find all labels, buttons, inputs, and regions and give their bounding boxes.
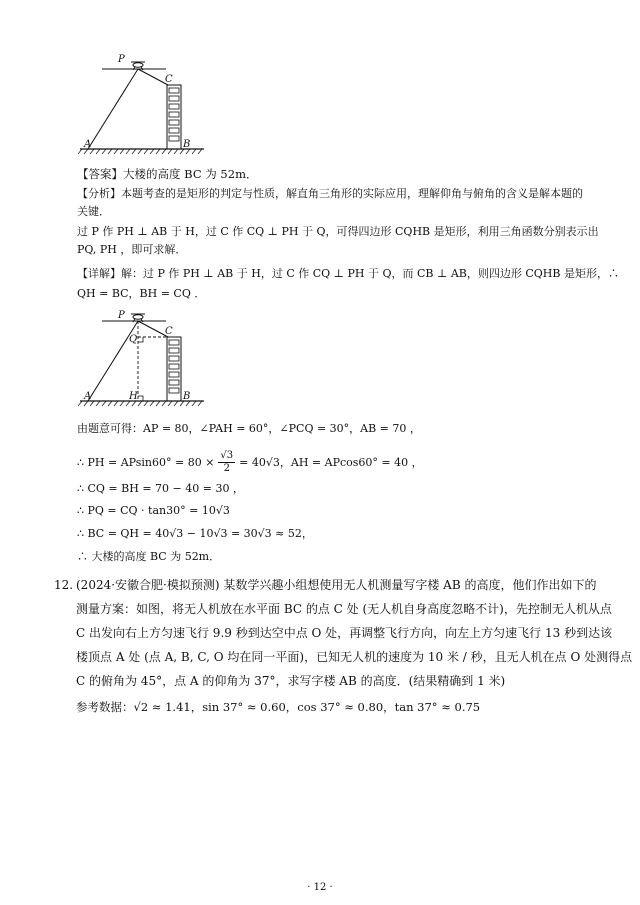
answer-text: 大楼的高度 BC 为 52m． <box>123 167 258 181</box>
analysis-line-4: PQ, PH ，即可求解． <box>77 243 187 256</box>
right-angle-h <box>138 396 143 401</box>
right-angle-q <box>138 337 143 342</box>
analysis-tag: 【分析】 <box>77 187 121 200</box>
analysis-line-3: 过 P 作 PH ⊥ AB 于 H，过 C 作 CQ ⊥ PH 于 Q，可得四边形 CQHB 是矩形，利用三角函数分别表示出 <box>77 225 599 238</box>
question-line-2: 测量方案：如图，将无人机放在水平面 BC 的点 C 处 (无人机自身高度忽略不计)，先控制无人机从点 <box>76 602 612 616</box>
label-b: B <box>183 391 191 402</box>
label-p: P <box>118 54 125 65</box>
figure-2 <box>78 302 218 414</box>
figure-1 <box>78 50 218 160</box>
step-2-b: = 40√3，AH = APcos60° = 40 ， <box>239 455 423 469</box>
fraction-denominator: 2 <box>223 463 230 474</box>
step-6: ∴ 大楼的高度 BC 为 52m． <box>77 550 221 563</box>
line-pc <box>138 69 168 85</box>
line-ap <box>88 69 138 149</box>
analysis-line-1 <box>77 186 583 202</box>
question-line-4: 楼顶点 A 处 (点 A, B, C, O 均在同一平面)，已知无人机的速度为 10 米 / 秒，且无人机在点 O 处测得点 <box>76 650 633 664</box>
detail-text-1: 解：过 P 作 PH ⊥ AB 于 H，过 C 作 CQ ⊥ PH 于 Q，而 CB ⊥ AB，则四边形 CQHB 是矩形，∴ <box>121 267 619 280</box>
question-line-3: C 出发向右上方匀速飞行 9.9 秒到达空中点 O 处，再调整飞行方向，向左上方匀速飞行 13 秒到达该 <box>76 626 613 640</box>
step-2 <box>77 450 423 475</box>
detail-line-2: QH = BC，BH = CQ ． <box>77 287 206 300</box>
reference-data: 参考数据：√2 ≈ 1.41，sin 37° ≈ 0.60，cos 37° ≈ 0.80，tan 37° ≈ 0.75 <box>76 700 481 714</box>
question-line-1: (2024·安徽合肥·模拟预测) 某数学兴趣小组想使用无人机测量写字楼 AB 的高度，他们作出如下的 <box>76 578 597 592</box>
question-line-5: C 的俯角为 45°，点 A 的仰角为 37°，求写字楼 AB 的高度．(结果精确到 1 米) <box>76 674 506 688</box>
detail-tag: 【详解】 <box>77 267 121 280</box>
analysis-text-1: 本题考查的是矩形的判定与性质，解直角三角形的实际应用，理解仰角与俯角的含义是解本题的 <box>121 187 583 200</box>
label-q: Q <box>129 334 138 345</box>
label-h: H <box>129 391 138 402</box>
answer-line <box>77 166 257 182</box>
label-a: A <box>84 391 92 402</box>
label-a: A <box>84 139 92 150</box>
detail-line-1 <box>77 266 619 282</box>
building <box>167 85 181 149</box>
building <box>167 337 181 401</box>
line-ap <box>88 321 138 401</box>
analysis-line-2: 关键． <box>77 205 110 218</box>
step-5: ∴ BC = QH = 40√3 − 10√3 = 30√3 ≈ 52， <box>77 527 313 540</box>
fraction <box>218 450 235 475</box>
step-1: 由题意可得：AP = 80，∠PAH = 60°，∠PCQ = 30°，AB = 70 ， <box>77 422 421 435</box>
page-number: · 12 · <box>307 882 333 893</box>
fraction-numerator: √3 <box>220 450 234 461</box>
question-number: 12. <box>54 578 74 592</box>
answer-tag: 【答案】 <box>77 167 123 181</box>
step-3: ∴ CQ = BH = 70 − 40 = 30 ， <box>77 482 244 495</box>
step-2-a: ∴ PH = APsin60° = 80 × <box>77 455 215 469</box>
label-b: B <box>183 139 191 150</box>
label-c: C <box>165 74 173 85</box>
label-c: C <box>165 326 173 337</box>
step-4: ∴ PQ = CQ · tan30° = 10√3 <box>77 504 230 517</box>
label-p: P <box>118 310 125 321</box>
line-pc <box>138 321 168 337</box>
